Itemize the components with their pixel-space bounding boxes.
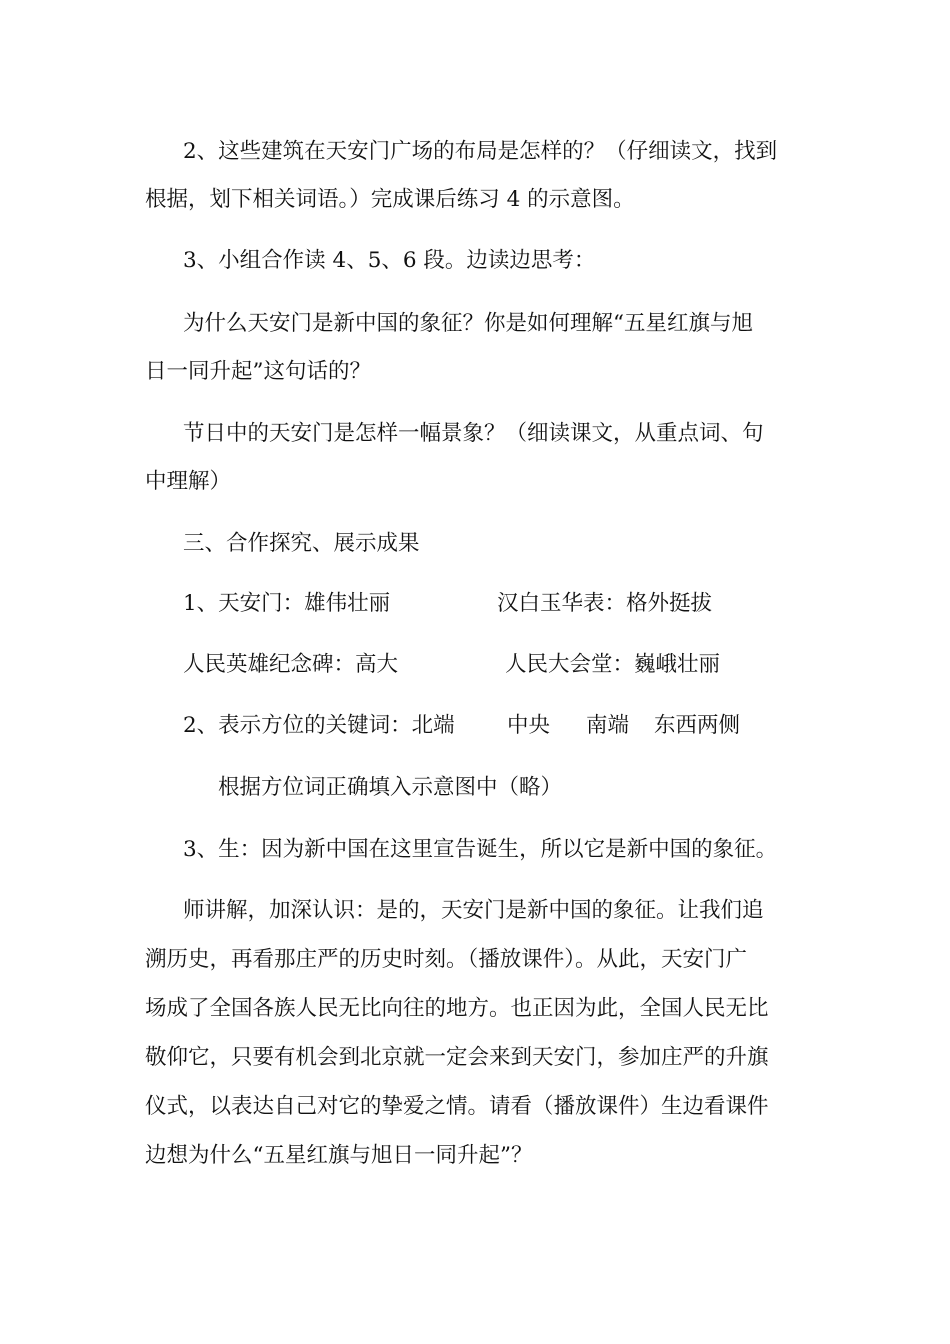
- row-buildings-2-right: 人民大会堂：巍峨壮丽: [505, 652, 721, 677]
- paragraph-student-answer: 3、生：因为新中国在这里宣告诞生，所以它是新中国的象征。: [183, 837, 778, 862]
- paragraph-festival-question-line-1: 节日中的天安门是怎样一幅景象？（细读课文，从重点词、句: [183, 421, 764, 446]
- row-buildings-2-left: 人民英雄纪念碑：高大: [183, 652, 399, 677]
- paragraph-teacher-line-3: 场成了全国各族人民无比向往的地方。也正因为此，全国人民无比: [145, 996, 769, 1021]
- direction-label: 2、表示方位的关键词：北端: [183, 713, 455, 738]
- keyword-center: 中央: [507, 713, 551, 738]
- paragraph-question-2-line-1: 2、这些建筑在天安门广场的布局是怎样的？（仔细读文，找到: [183, 139, 778, 164]
- paragraph-symbol-question-line-1: 为什么天安门是新中国的象征？你是如何理解“五星红旗与旭: [183, 311, 753, 336]
- section-heading-3: 三、合作探究、展示成果: [183, 531, 420, 556]
- paragraph-teacher-line-4: 敬仰它，只要有机会到北京就一定会来到天安门，参加庄严的升旗: [145, 1045, 769, 1070]
- row-buildings-1-left: 1、天安门：雄伟壮丽: [183, 591, 391, 616]
- paragraph-teacher-line-6: 边想为什么“五星红旗与旭日一同升起”？: [145, 1143, 533, 1168]
- paragraph-question-2-line-2: 根据，划下相关词语。）完成课后练习 4 的示意图。: [145, 187, 635, 212]
- row-buildings-1-right: 汉白玉华表：格外挺拔: [497, 591, 713, 616]
- paragraph-teacher-line-5: 仪式，以表达自己对它的挚爱之情。请看（播放课件）生边看课件: [145, 1094, 769, 1119]
- paragraph-symbol-question-line-2: 日一同升起”这句话的？: [145, 359, 371, 384]
- row-direction-keywords: [183, 711, 783, 741]
- paragraph-teacher-line-2: 溯历史，再看那庄严的历史时刻。（播放课件）。从此，天安门广: [145, 947, 748, 972]
- keyword-east-west: 东西两侧: [654, 713, 741, 738]
- paragraph-teacher-line-1: 师讲解，加深认识：是的，天安门是新中国的象征。让我们追: [183, 898, 764, 923]
- paragraph-festival-question-line-2: 中理解）: [145, 469, 232, 494]
- keyword-south: 南端: [586, 713, 630, 738]
- paragraph-question-3: 3、小组合作读 4、5、6 段。边读边思考：: [183, 248, 596, 273]
- paragraph-fill-diagram: 根据方位词正确填入示意图中（略）: [218, 775, 563, 800]
- row-buildings-2: [183, 650, 783, 680]
- row-buildings-1: [183, 589, 783, 619]
